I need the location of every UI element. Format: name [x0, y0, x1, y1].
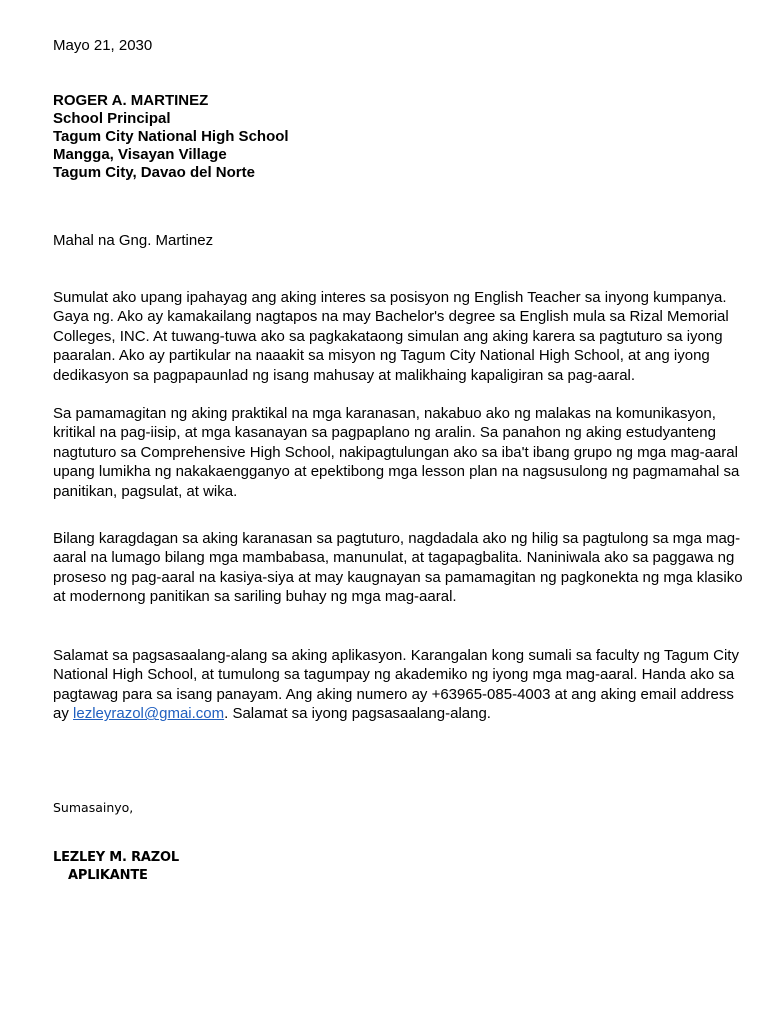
- body-paragraph-4: [53, 646, 743, 724]
- salutation: Mahal na Gng. Martinez: [53, 232, 214, 249]
- body-paragraph-1: Sumulat ako upang ipahayag ang aking interes sa posisyon ng English Teacher sa inyong kumpanya. Gaya ng. Ako ay kamakailang nagtapos na may Bachelor's degree sa English mula sa Rizal Memorial Colleges, INC. At tuwang-tuwa ako sa pagkakataong simulan ang aking karera sa pagtuturo sa iyong paaralan. Ako ay partikular na naaakit sa misyon ng Tagum City National High School, at ang iyong dedikasyon sa pagpapaunlad ng isang mahusay at malikhaing kapaligiran sa pag-aaral.: [53, 289, 729, 384]
- signer-title: APLIKANTE: [68, 868, 148, 883]
- letter-page: [53, 0, 743, 1024]
- closing: Sumasainyo,: [53, 800, 134, 815]
- email-link[interactable]: lezleyrazol@gmai.com: [73, 705, 225, 723]
- recipient-address-line2: Tagum City, Davao del Norte: [53, 164, 255, 181]
- signer-name: LEZLEY M. RAZOL: [53, 850, 179, 865]
- final-paragraph-ending: . Salamat sa iyong pagsasaalang-alang.: [224, 705, 491, 723]
- body-paragraph-3: Bilang karagdagan sa aking karanasan sa pagtuturo, nagdadala ako ng hilig sa pagtulong sa mga mag-aaral na lumago bilang mga mambabasa, manunulat, at tagapagbalita. Naniniwala ako sa paggawa ng proseso ng pag-aaral na kasiya-siya at may kaugnayan sa pamamagitan ng pagkonekta ng mga klasiko at modernong panitikan sa sariling buhay ng mga mag-aaral.: [53, 530, 743, 606]
- final-paragraph-text: Salamat sa pagsasaalang-alang sa aking aplikasyon. Karangalan kong sumali sa faculty ng Tagum City National High School, at tumulong sa tagumpay ng akademiko ng iyong mga mag-aaral. Handa ako sa pagtawag para sa isang panayam. Ang aking numero ay +63965-085-4003 at ang aking email address ay: [53, 647, 739, 723]
- recipient-address-line1: Mangga, Visayan Village: [53, 146, 227, 163]
- recipient-name: ROGER A. MARTINEZ: [53, 92, 209, 109]
- recipient-school: Tagum City National High School: [53, 128, 289, 145]
- recipient-position: School Principal: [53, 110, 171, 127]
- letter-date: Mayo 21, 2030: [53, 37, 153, 54]
- body-paragraph-2: Sa pamamagitan ng aking praktikal na mga karanasan, nakabuo ako ng malakas na komunikasyon, kritikal na pag-iisip, at mga kasanayan sa pagpaplano ng aralin. Sa panahon ng aking estudyanteng nagtuturo sa Comprehensive High School, nakipagtulungan ako sa iba't ibang grupo ng mga mag-aaral upang lumikha ng nakakaengganyo at epektibong mga lesson plan na nagsusulong ng pagmamahal sa panitikan, pagsulat, at wika.: [53, 405, 740, 500]
- recipient-block: [53, 92, 289, 182]
